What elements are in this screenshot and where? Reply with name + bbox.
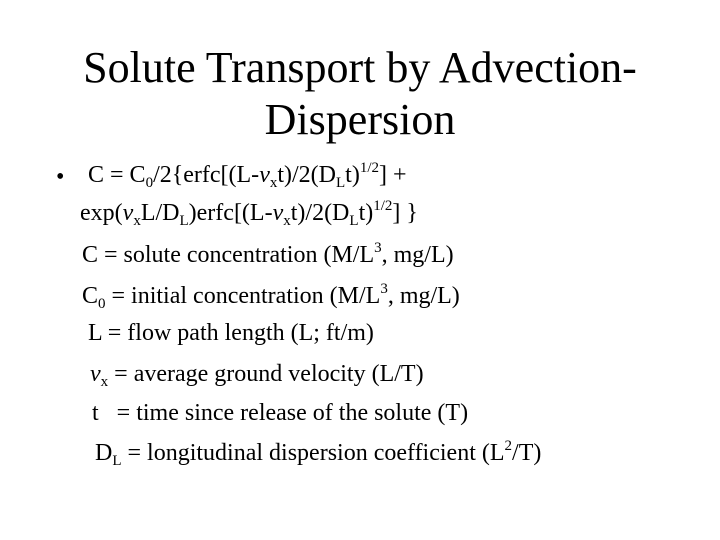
definition-t: t = time since release of the solute (T) <box>92 400 469 426</box>
bullet-marker: • <box>56 164 65 190</box>
definition-DL: $D_L$ = longitudinal dispersion coefficient $(L^2/T)$ <box>95 438 542 469</box>
definition-vx: $v_x$ = average ground velocity (L/T) <box>90 361 424 390</box>
slide-title <box>40 42 680 146</box>
equation-line-2: $\exp(v_xL/D_L)erfc[(L-v_xt)/2(D_Lt)^{1/2}]$ } <box>80 198 418 229</box>
title-line-2: Dispersion <box>264 95 456 144</box>
definition-C: C = solute concentration ($M/L^3$, mg/L) <box>82 240 454 268</box>
definition-L: L = flow path length (L; ft/m) <box>88 320 374 346</box>
definition-C0: $C_0$ = initial concentration ($M/L^3$, mg/L) <box>82 281 460 312</box>
equation-line-1: $C = C_0/2\{erfc[(L-v_xt)/2(D_Lt)^{1/2}]$ + <box>88 160 407 191</box>
title-line-1: Solute Transport by Advection- <box>83 43 637 92</box>
